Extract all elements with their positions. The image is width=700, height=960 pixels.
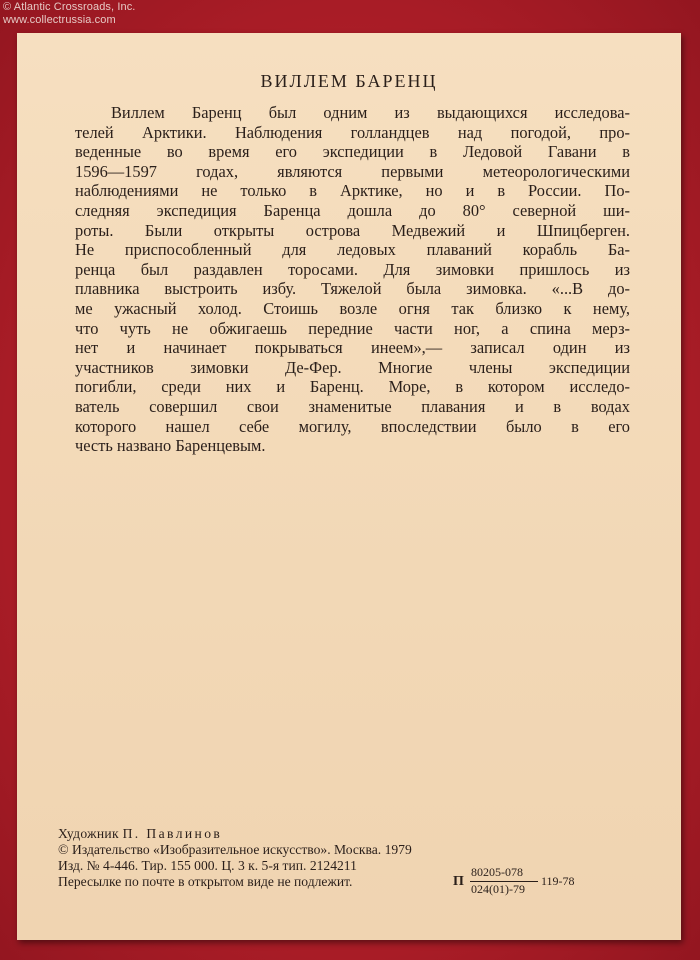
text-line: телей Арктики. Наблюдения голландцев над погодой, про- — [75, 122, 630, 142]
text-line: наблюдениями не только в Арктике, но и в России. По- — [75, 181, 630, 201]
mail-note: Пересылке по почте в открытом виде не подлежит. — [58, 873, 353, 889]
text-line: ватель совершил свои знаменитые плавания и в водах — [75, 396, 630, 416]
text-line: следняя экспедиция Баренца дошла до 80° северной ши- — [75, 200, 630, 220]
text-line: участников зимовки Де-Фер. Многие члены экспедиции — [75, 357, 630, 377]
artist-label: Художник — [58, 826, 119, 841]
text-line: что чуть не обжигаешь передние части ног, а спина мерз- — [75, 318, 630, 338]
print-info: Изд. № 4-446. Тир. 155 000. Ц. 3 к. 5-я тип. 2124211 — [58, 858, 357, 874]
watermark-copyright: © Atlantic Crossroads, Inc. — [3, 1, 136, 13]
text-line: Не приспособленный для ледовых плаваний корабль Ба- — [75, 240, 630, 260]
watermark-url: www.collectrussia.com — [3, 14, 116, 26]
text-line: ме ужасный холод. Стоишь возле огня так близко к нему, — [75, 298, 630, 318]
index-numerator: 80205-078 — [471, 865, 523, 879]
index-denominator: 024(01)-79 — [471, 882, 525, 896]
publisher-line — [58, 842, 658, 859]
text-line: 1596—1597 годах, являются первыми метеорологическими — [75, 161, 630, 181]
description-text — [75, 103, 630, 456]
text-line: нет и начинает покрываться инеем»,— записал один из — [75, 338, 630, 358]
index-prefix: П — [453, 874, 464, 889]
copyright-icon: © — [58, 842, 69, 858]
text-line: погибли, среди них и Баренц. Море, в котором исследо- — [75, 377, 630, 397]
text-line: честь названо Баренцевым. — [75, 436, 266, 456]
text-line: которого нашел себе могилу, впоследствии было в его — [75, 416, 630, 436]
card-title: ВИЛЛЕМ БАРЕНЦ — [260, 71, 438, 91]
index-suffix: 119-78 — [541, 874, 575, 888]
postcard-back — [17, 33, 681, 940]
text-line: ренца был раздавлен торосами. Для зимовки пришлось из — [75, 259, 630, 279]
publisher-text: Издательство «Изобразительное искусство». Москва. 1979 — [72, 841, 412, 857]
artist-name: П. Павлинов — [122, 826, 223, 841]
text-line: роты. Были открыты острова Медвежий и Шпицберген. — [75, 220, 630, 240]
text-line: Виллем Баренц был одним из выдающихся исследова- — [111, 103, 630, 122]
artist-credit — [58, 826, 658, 842]
text-line: веденные во время его экспедиции в Ледовой Гавани в — [75, 142, 630, 162]
text-line: плавника выстроить избу. Тяжелой была зимовка. «...В до- — [75, 279, 630, 299]
